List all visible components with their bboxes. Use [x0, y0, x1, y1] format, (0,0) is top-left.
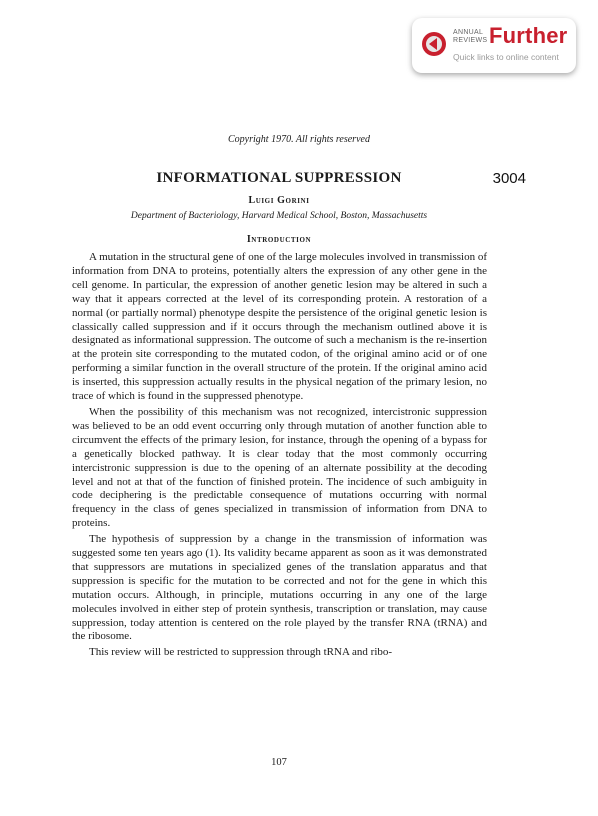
paragraph: The hypothesis of suppression by a change in the transmission of information was suggested some ten years ago (1). Its validity became apparent as soon as it was demonstrated that suppressors are mutations in specialized genes of the translation apparatus and that suppression is specific for the mutation to be corrected and not for the gene in which this mutation occurs. Although, in principle, mutations occurring in any one of the large molecules involved in either step of protein synthesis, transcription or translation, may cause suppression, today attention is centered on the role played by the transfer RNA (tRNA) and the ribosome. — [72, 533, 487, 643]
further-tagline: Quick links to online content — [453, 52, 559, 62]
annual-reviews-logo-icon — [421, 31, 447, 57]
paragraph: When the possibility of this mechanism was not recognized, intercistronic suppression was believed to be an odd event occurring only through mutation of another function able to circumvent the effects of the primary lesion, for instance, through the opening of a bypass for a genetically blocked pathway. It is clear today that the most commonly occurring intercistronic suppression is due to the opening of an alternate possibility at the decoding level and not at that of the function of finished protein. The incidence of such ambiguity in code deciphering is the predictable consequence of mutations occurring with normal frequency in the class of genes specialized in transmission of information from DNA to proteins. — [72, 405, 487, 530]
author-affiliation: Department of Bacteriology, Harvard Medical School, Boston, Massachusetts — [130, 211, 428, 221]
article-title: INFORMATIONAL SUPPRESSION — [156, 170, 402, 186]
author-name: Luigi Gorini — [248, 195, 310, 206]
page-number: 107 — [271, 757, 287, 768]
further-wordmark: Further — [489, 23, 568, 48]
article-body — [72, 251, 487, 662]
paragraph: This review will be restricted to suppression through tRNA and ribo- — [89, 646, 393, 659]
section-heading: Introduction — [246, 234, 312, 245]
publisher-name: ANNUAL REVIEWS — [453, 29, 488, 44]
article-number: 3004 — [492, 170, 526, 187]
further-banner[interactable] — [412, 18, 576, 73]
copyright-notice: Copyright 1970. All rights reserved — [228, 134, 370, 145]
paragraph: A mutation in the structural gene of one of the large molecules involved in transmission of information from DNA to proteins, potentially alters the expression of any other gene in the cell genome. In particular, the expression of another genetic lesion may be altered in such a way that it appears corrected at the level of its corresponding protein. A restoration of a normal (or partially normal) phenotype despite the persistence of the original genetic lesion is classically called suppression and if it occurs through the mechanism outlined above it is designated as informational suppression. The outcome of such a mechanism is the re-insertion at the protein site corresponding to the mutated codon, of the original amino acid or of one performing a similar function in the overall structure of the protein. If the original amino acid is inserted, this suppression actually results in the physical negation of the primary lesion, no trace of which is found in the suppressed phenotype. — [72, 251, 487, 403]
